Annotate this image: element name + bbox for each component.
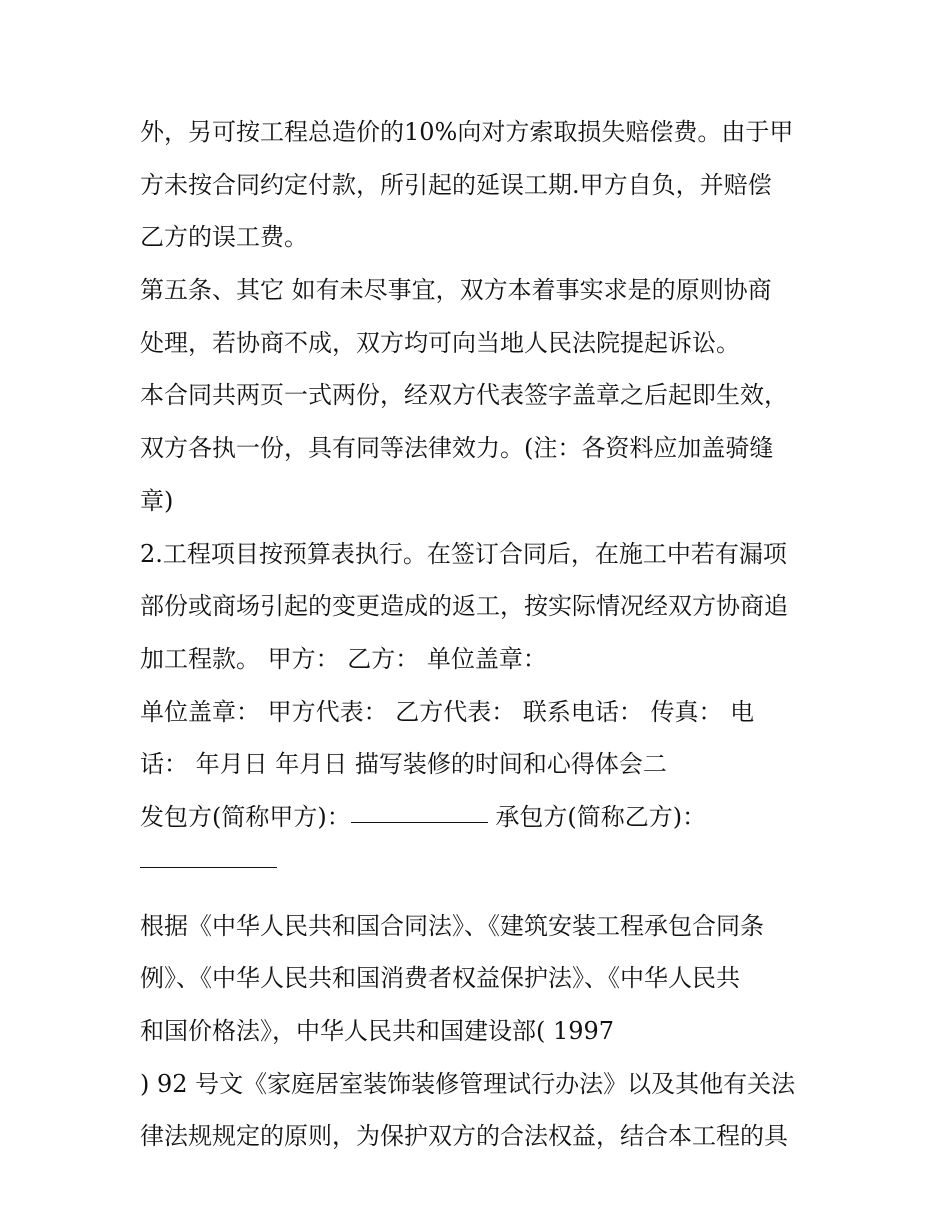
text-line-18: 律法规规定的原则，为保护双方的合法权益，结合本工程的具 [140,1122,788,1151]
text-line-8: 章) [140,486,174,515]
text-line-14: 根据《中华人民共和国合同法》、《建筑安装工程承包合同条 [140,911,764,940]
text-line-3: 乙方的误工费。 [140,223,308,252]
document-body [140,106,820,1163]
text-line-5: 处理，若协商不成，双方均可向当地人民法院提起诉讼。 [140,328,740,357]
text-line-10: 部份或商场引起的变更造成的返工，按实际情况经双方协商追 [140,592,788,621]
party-a-label: 发包方(简称甲方)： [140,802,351,831]
text-line-7: 双方各执一份，具有同等法律效力。(注：各资料应加盖骑缝 [140,434,774,463]
text-line-16: 和国价格法》，中华人民共和国建设部( 1997 [140,1017,615,1045]
text-line-11: 加工程款。 甲方： 乙方： 单位盖章： [140,644,547,673]
party-b-label: 承包方(简称乙方)： [487,802,707,831]
text-line-4: 第五条、其它 如有未尽事宜，双方本着事实求是的原则协商 [140,276,772,305]
text-line-6: 本合同共两页一式两份，经双方代表签字盖章之后起即生效， [140,381,788,410]
text-line-12: 单位盖章： 甲方代表： 乙方代表： 联系电话： 传真： 电 [140,697,755,726]
text-line-13: 话： 年月日 年月日 描写装修的时间和心得体会二 [140,750,667,779]
text-line-1: 外，另可按工程总造价的10%向对方索取损失赔偿费。由于甲 [140,118,794,146]
text-line-2: 方未按合同约定付款，所引起的延误工期.甲方自负，并赔偿 [140,170,772,199]
party-b-blank [140,866,277,868]
party-b-blank-line [140,844,820,900]
party-a-blank [351,821,488,823]
party-line [140,791,820,844]
text-line-17: ) 92 号文《家庭居室装饰装修管理试行办法》以及其他有关法 [140,1069,796,1098]
text-line-9: 2.工程项目按预算表执行。在签订合同后，在施工中若有漏项 [140,539,787,568]
text-line-15: 例》、《中华人民共和国消费者权益保护法》、《中华人民共 [140,964,740,993]
